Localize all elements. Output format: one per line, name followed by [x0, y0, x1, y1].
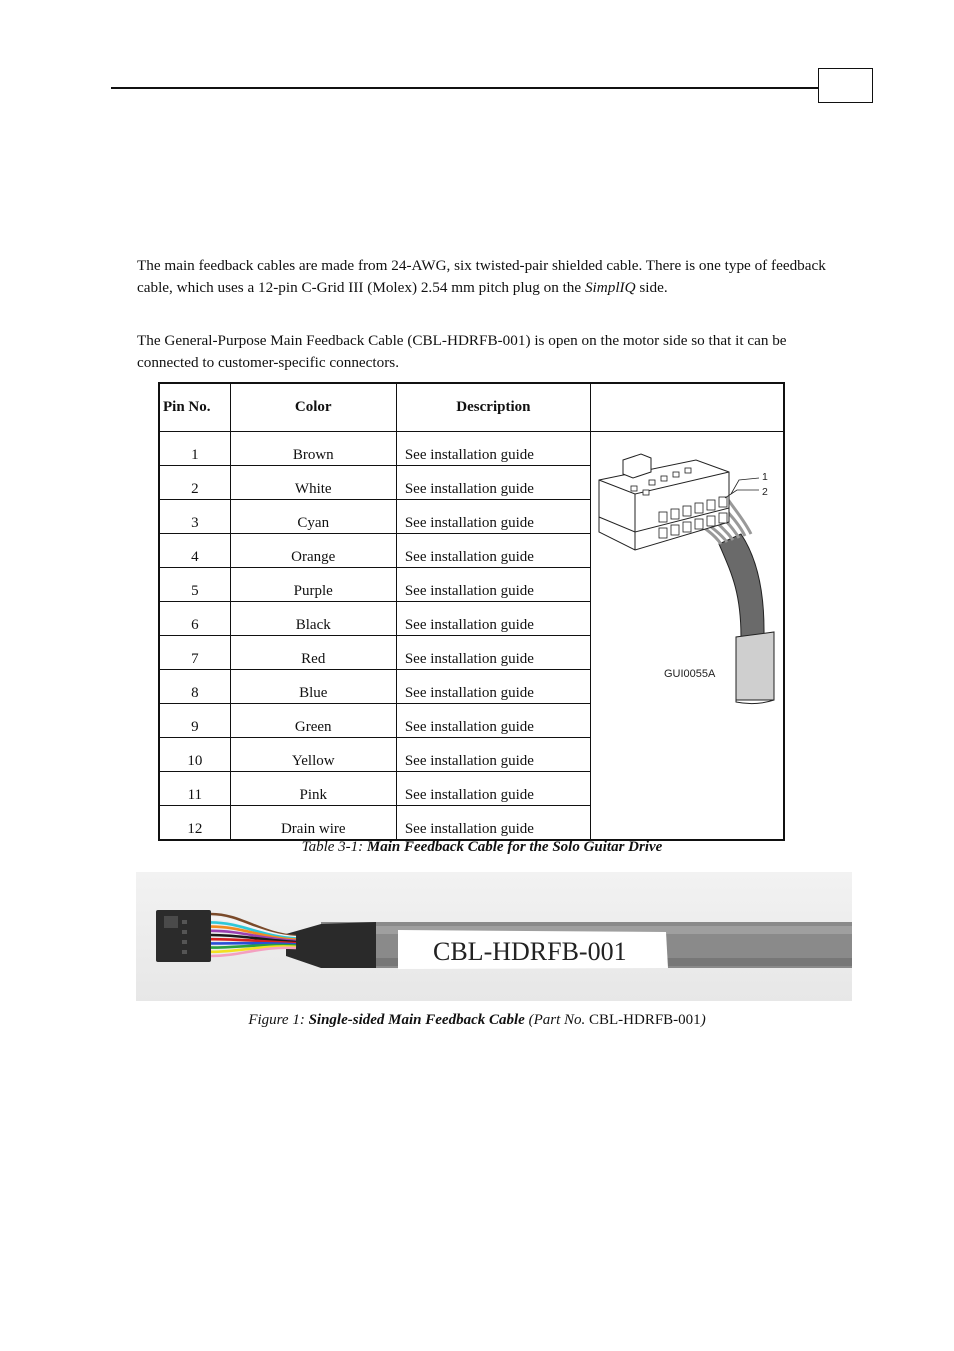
cell-color: Drain wire	[230, 806, 396, 841]
page-number-box	[818, 68, 873, 103]
figure-caption-prefix: Figure 1:	[248, 1012, 309, 1028]
cell-color: Blue	[230, 670, 396, 704]
table-caption-prefix: Table 3-1:	[301, 839, 367, 855]
cell-desc: See installation guide	[396, 636, 590, 670]
header-image	[590, 383, 784, 432]
cell-pin: 6	[159, 602, 230, 636]
product-name: SimplIQ	[584, 278, 636, 296]
diagram-code: GUI0055A	[663, 668, 716, 680]
cell-desc: See installation guide	[396, 534, 590, 568]
header-rule	[111, 87, 819, 89]
cell-pin: 7	[159, 636, 230, 670]
cell-pin: 12	[159, 806, 230, 841]
pin-2-leader	[725, 490, 759, 498]
cable-label-text: CBL-HDRFB-001	[433, 937, 627, 966]
connector-diagram	[591, 432, 783, 826]
cable-jacket-end	[736, 632, 774, 700]
connector-diagram-cell	[590, 432, 784, 841]
cell-color: Black	[230, 602, 396, 636]
cell-pin: 4	[159, 534, 230, 568]
header-description: Description	[396, 383, 590, 432]
cable-photo	[136, 872, 852, 1001]
figure-caption-title: Single-sided Main Feedback Cable	[308, 1012, 525, 1028]
cell-desc: See installation guide	[396, 568, 590, 602]
header-color: Color	[230, 383, 396, 432]
cell-color: Green	[230, 704, 396, 738]
cell-pin: 2	[159, 466, 230, 500]
cell-color: White	[230, 466, 396, 500]
table-header-row	[159, 383, 784, 432]
table-caption-title: Main Feedback Cable for the Solo Guitar Drive	[366, 839, 663, 855]
cell-pin: 10	[159, 738, 230, 772]
cell-desc: See installation guide	[396, 772, 590, 806]
cell-pin: 9	[159, 704, 230, 738]
cell-desc: See installation guide	[396, 432, 590, 466]
intro-text-end: side.	[635, 278, 668, 296]
cell-pin: 8	[159, 670, 230, 704]
general-purpose-paragraph: The General-Purpose Main Feedback Cable (CBL-HDRFB-001) is open on the motor side so that it can be connected to customer-specific connectors.	[137, 332, 787, 371]
pinout-table	[158, 382, 785, 841]
cell-color: Yellow	[230, 738, 396, 772]
figure-caption-mid: (Part No.	[524, 1012, 589, 1028]
intro-paragraph	[137, 255, 827, 298]
cell-color: Cyan	[230, 500, 396, 534]
table-caption	[5, 839, 954, 856]
figure-caption-part: CBL-HDRFB-001	[589, 1012, 701, 1028]
header-pin-no: Pin No.	[159, 383, 230, 432]
cell-color: Brown	[230, 432, 396, 466]
cell-desc: See installation guide	[396, 738, 590, 772]
cell-color: Red	[230, 636, 396, 670]
cell-desc: See installation guide	[396, 704, 590, 738]
cable-photo-drawing	[136, 872, 852, 1001]
cell-desc: See installation guide	[396, 602, 590, 636]
pin-1-label: 1	[761, 471, 768, 483]
cell-pin: 1	[159, 432, 230, 466]
cell-color: Purple	[230, 568, 396, 602]
cell-desc: See installation guide	[396, 500, 590, 534]
cell-pin: 11	[159, 772, 230, 806]
figure-caption	[0, 1012, 954, 1029]
cell-desc: See installation guide	[396, 466, 590, 500]
cell-pin: 5	[159, 568, 230, 602]
figure-caption-suffix: )	[700, 1012, 706, 1028]
cell-color: Pink	[230, 772, 396, 806]
cell-color: Orange	[230, 534, 396, 568]
wire-bundle	[211, 914, 296, 956]
table-row	[159, 432, 784, 466]
cell-desc: See installation guide	[396, 806, 590, 841]
cell-pin: 3	[159, 500, 230, 534]
heat-shrink	[286, 922, 376, 968]
pin-2-label: 2	[761, 486, 768, 498]
cell-desc: See installation guide	[396, 670, 590, 704]
intro-text: The main feedback cables are made from 24-AWG, six twisted-pair shielded cable. There is one type of feedback cable, which uses a 12-pin C-Grid III (Molex) 2.54 mm pitch plug on the	[137, 257, 826, 296]
